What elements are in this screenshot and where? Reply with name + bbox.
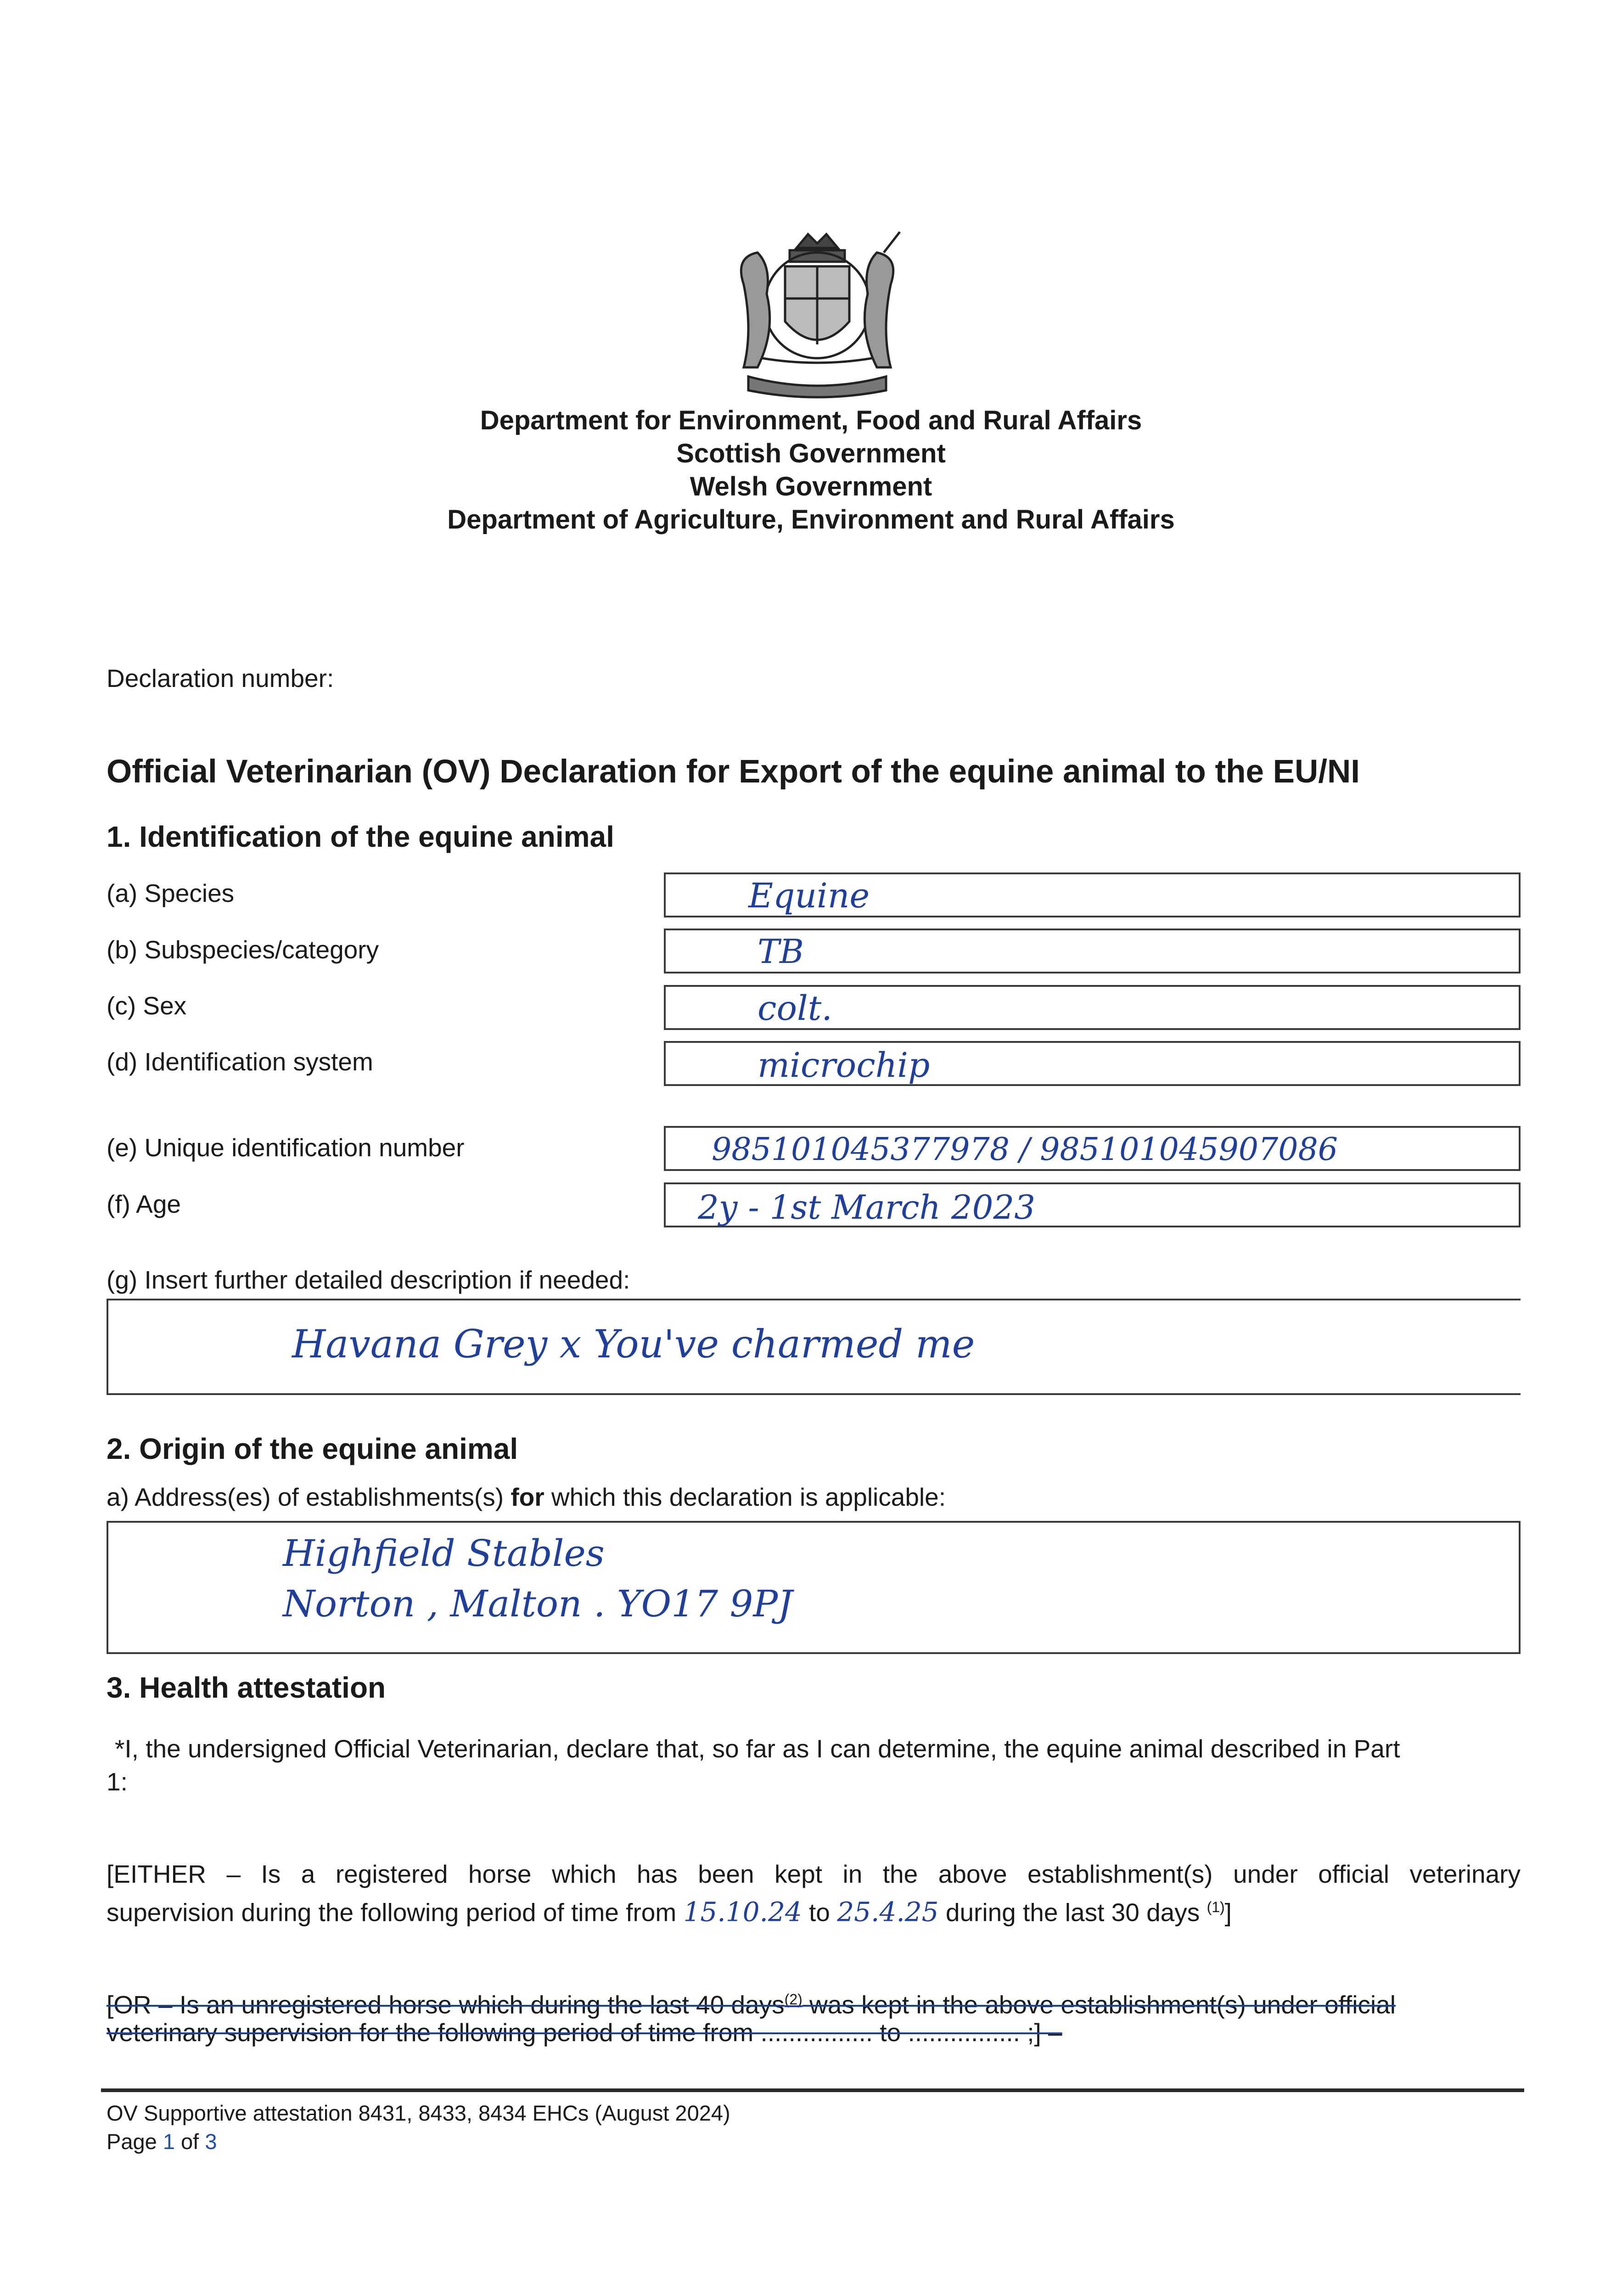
address-line: Highfield Stables xyxy=(283,1532,605,1575)
field-label-identification-system: (d) Identification system xyxy=(107,1047,373,1076)
either-clause: [EITHER – Is a registered horse which has been kept in the above establishment(s) under official veterinary xyxy=(107,1860,1521,1888)
either-clause-period: supervision during the following period of time from 15.10.24 to 25.4.25 during the last 30 days $^{(1)}$] xyxy=(107,1896,1232,1928)
field-label-sex: (c) Sex xyxy=(107,991,187,1020)
subspecies-value: TB xyxy=(758,932,804,971)
attestation-intro: *I, the undersigned Official Veterinarian, declare that, so far as I can determine, the equine animal described in Part xyxy=(115,1734,1400,1763)
identification-system-value: microchip xyxy=(758,1046,930,1085)
section-1-heading: 1. Identification of the equine animal xyxy=(107,820,614,853)
footer-reference: OV Supportive attestation 8431, 8433, 8434 EHCs (August 2024) xyxy=(107,2101,730,2125)
address-label: a) Address(es) of establishments(s) for which this declaration is applicable: xyxy=(107,1483,946,1511)
form-title: Official Veterinarian (OV) Declaration for Export of the equine animal to the EU/NI xyxy=(107,754,1360,790)
address-field[interactable] xyxy=(107,1521,1521,1654)
or-clause: veterinary supervision for the following period of time from ................ to ................ ;] – xyxy=(107,2018,1062,2047)
description-label: (g) Insert further detailed description if needed: xyxy=(107,1266,630,1294)
age-value: 2y - 1st March 2023 xyxy=(698,1188,1036,1227)
authority-name: Scottish Government xyxy=(676,439,946,468)
description-field[interactable] xyxy=(107,1299,1521,1395)
description-value: Havana Grey x You've charmed me xyxy=(292,1322,975,1367)
royal-coat-of-arms-icon xyxy=(716,230,918,404)
sex-field[interactable] xyxy=(664,985,1521,1030)
subspecies-field[interactable] xyxy=(664,929,1521,974)
age-field[interactable] xyxy=(664,1182,1521,1227)
footer-rule xyxy=(101,2088,1524,2092)
unique-id-value: 985101045377978 / 985101045907086 xyxy=(712,1131,1338,1168)
section-2-heading: 2. Origin of the equine animal xyxy=(107,1432,518,1465)
section-3-heading: 3. Health attestation xyxy=(107,1671,386,1704)
field-label-age: (f) Age xyxy=(107,1190,181,1218)
sex-value: colt. xyxy=(758,989,832,1028)
period-to-value[interactable]: 25.4.25 xyxy=(837,1896,939,1928)
or-clause: [OR – Is an unregistered horse which during the last 40 days$^{(2)}$ was kept in the above establishment(s) under official xyxy=(107,1990,1396,2019)
authority-name: Welsh Government xyxy=(690,472,932,501)
period-from-value[interactable]: 15.10.24 xyxy=(683,1896,802,1928)
address-line: Norton , Malton . YO17 9PJ xyxy=(283,1582,793,1625)
species-field[interactable] xyxy=(664,872,1521,917)
identification-system-field[interactable] xyxy=(664,1041,1521,1086)
attestation-intro: 1: xyxy=(107,1767,128,1796)
authority-name: Department of Agriculture, Environment and Rural Affairs xyxy=(447,505,1175,535)
authority-name: Department for Environment, Food and Rural Affairs xyxy=(480,405,1142,435)
species-value: Equine xyxy=(748,876,870,916)
declaration-number-label: Declaration number: xyxy=(107,664,334,692)
unique-id-field[interactable] xyxy=(664,1126,1521,1171)
field-label-subspecies: (b) Subspecies/category xyxy=(107,935,379,964)
page-indicator: Page 1 of 3 xyxy=(107,2129,217,2154)
field-label-unique-id: (e) Unique identification number xyxy=(107,1133,465,1162)
field-label-species: (a) Species xyxy=(107,879,235,907)
